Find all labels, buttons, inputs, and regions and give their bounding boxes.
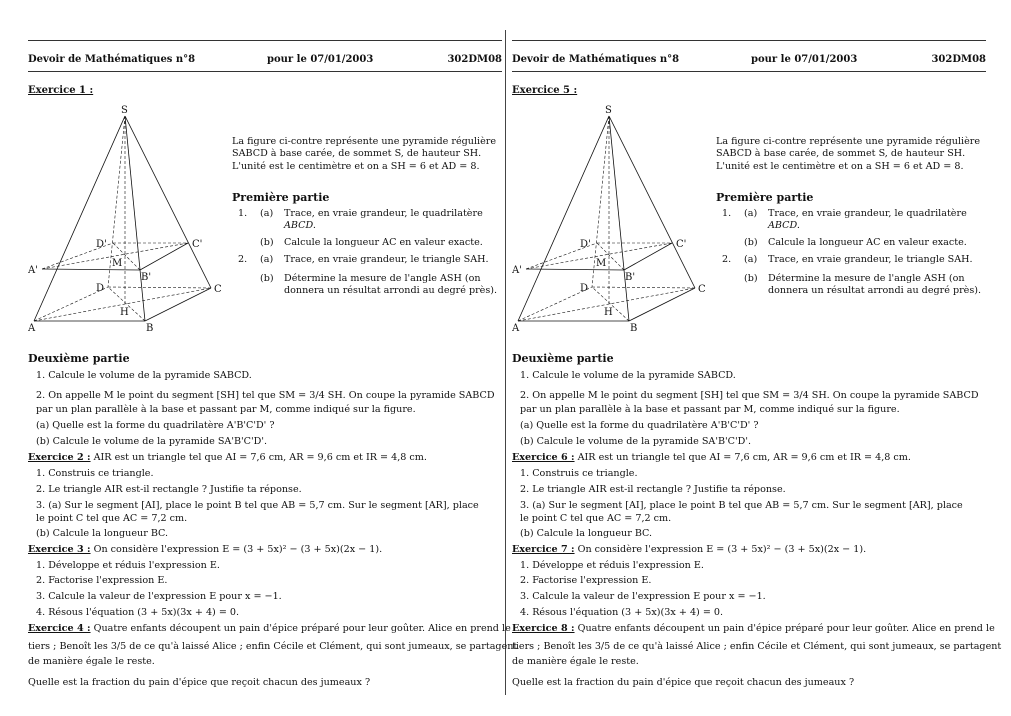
- exercise-4-title: Exercice 4 :: [28, 623, 91, 634]
- label-C: C: [214, 284, 222, 295]
- part2-item: par un plan parallèle à la base et passant par M, comme indiqué sur la figure.: [520, 404, 900, 415]
- intro-line: L'unité est le centimètre et on a SH = 6 et AD = 8.: [232, 160, 480, 172]
- part2-item: 2. On appelle M le point du segment [SH] tel que SM = 3/4 SH. On coupe la pyramide SABCD: [36, 390, 495, 401]
- part1-row: (b) Détermine la mesure de l'angle ASH (on: [744, 273, 965, 284]
- ex2-item: 3. (a) Sur le segment [AI], place le point B tel que AB = 5,7 cm. Sur le segment [AR], place: [36, 500, 479, 511]
- label-A-prime: A': [512, 265, 522, 276]
- label-A-prime: A': [28, 265, 38, 276]
- part2-title-block: [28, 352, 130, 366]
- part2-item: par un plan parallèle à la base et passant par M, comme indiqué sur la figure.: [36, 404, 416, 415]
- pyramid-figure: [28, 100, 228, 335]
- part1-row: 2. (a) Trace, en vraie grandeur, le triangle SAH.: [238, 254, 489, 265]
- label-B-prime: B': [625, 272, 636, 283]
- label-H: H: [604, 307, 613, 318]
- edge-SB: [609, 116, 629, 321]
- header-top-rule: [28, 40, 502, 41]
- edge-BC: [145, 288, 211, 321]
- part2-item: 2. On appelle M le point du segment [SH] tel que SM = 3/4 SH. On coupe la pyramide SABCD: [520, 390, 979, 401]
- part1-row: donnera un résultat arrondi au degré près).: [284, 285, 498, 296]
- part2-item: (a) Quelle est la forme du quadrilatère A'B'C'D' ?: [520, 420, 759, 431]
- intro-line: La figure ci-contre représente une pyramide régulière: [232, 136, 497, 147]
- ex2-item: 1. Construis ce triangle.: [36, 468, 154, 479]
- part1-row: (b) Calcule la longueur AC en valeur exacte.: [744, 237, 967, 248]
- part2-item: (b) Calcule le volume de la pyramide SA'B'C'D'.: [36, 436, 268, 447]
- part1-row: 2. (a) Trace, en vraie grandeur, le triangle SAH.: [722, 254, 973, 265]
- intro-line: SABCD à base carée, de sommet S, de hauteur SH.: [716, 148, 966, 160]
- ex3-item: 1. Développe et réduis l'expression E.: [520, 560, 704, 571]
- part1-row: ABCD.: [284, 220, 316, 231]
- header-top-rule: [512, 40, 986, 41]
- part1-row: (b) Calcule la longueur AC en valeur exacte.: [260, 237, 483, 248]
- edge-SC: [125, 116, 211, 288]
- part1-row: (b) Détermine la mesure de l'angle ASH (on: [260, 273, 481, 284]
- edge-SB: [125, 116, 145, 321]
- exercise-2-intro: Exercice 2 : AIR est un triangle tel que AI = 7,6 cm, AR = 9,6 cm et IR = 4,8 cm.: [28, 452, 427, 463]
- label-D-prime: D': [580, 239, 591, 250]
- exercise-2-title: Exercice 6 :: [512, 452, 575, 463]
- part2-item: 1. Calcule le volume de la pyramide SABCD.: [520, 370, 736, 381]
- part1-row: donnera un résultat arrondi au degré près).: [768, 285, 982, 296]
- page-right: [512, 0, 1002, 716]
- exercise-title: Exercice 5 :: [512, 85, 578, 96]
- part2-item: (a) Quelle est la forme du quadrilatère A'B'C'D' ?: [36, 420, 275, 431]
- pyramid-figure: [512, 100, 712, 335]
- header-code: 302DM08: [931, 54, 986, 65]
- ex4-question: Quelle est la fraction du pain d'épice que reçoit chacun des jumeaux ?: [28, 677, 371, 688]
- edge-BC: [629, 288, 695, 321]
- part2-title-block: [512, 352, 614, 366]
- header-title: Devoir de Mathématiques n°8: [512, 54, 680, 65]
- exercise-2-intro: Exercice 6 : AIR est un triangle tel que AI = 7,6 cm, AR = 9,6 cm et IR = 4,8 cm.: [512, 452, 911, 463]
- ex3-item: 2. Factorise l'expression E.: [520, 575, 652, 586]
- ex3-item: 4. Résous l'équation (3 + 5x)(3x + 4) = 0.: [36, 607, 240, 618]
- page-left: [28, 0, 518, 716]
- exercise-2-title: Exercice 2 :: [28, 452, 91, 463]
- part1-row: 1. (a) Trace, en vraie grandeur, le quadrilatère: [722, 208, 967, 219]
- label-B-prime: B': [141, 272, 152, 283]
- exercise-3-intro: Exercice 7 : On considère l'expression E = (3 + 5x)² − (3 + 5x)(2x − 1).: [512, 544, 867, 555]
- ex2-item: le point C tel que AC = 7,2 cm.: [36, 513, 188, 524]
- part2-title: Deuxième partie: [28, 352, 130, 365]
- exercise-3-title: Exercice 3 :: [28, 544, 91, 555]
- part2-title: Deuxième partie: [512, 352, 614, 365]
- label-S: S: [121, 105, 128, 116]
- label-D: D: [96, 283, 105, 294]
- label-A: A: [512, 323, 520, 334]
- header-bottom-rule: [512, 71, 986, 72]
- ex3-item: 3. Calcule la valeur de l'expression E pour x = −1.: [520, 591, 766, 602]
- ex3-item: 1. Développe et réduis l'expression E.: [36, 560, 220, 571]
- label-C: C: [698, 284, 706, 295]
- edge-DC: [592, 287, 695, 288]
- exercise-title: Exercice 1 :: [28, 85, 94, 96]
- ex2-item: 1. Construis ce triangle.: [520, 468, 638, 479]
- intro-line: L'unité est le centimètre et on a SH = 6 et AD = 8.: [716, 160, 964, 172]
- part2-item: 1. Calcule le volume de la pyramide SABCD.: [36, 370, 252, 381]
- header-title: Devoir de Mathématiques n°8: [28, 54, 196, 65]
- exercise-4-title: Exercice 8 :: [512, 623, 575, 634]
- header-bottom-rule: [28, 71, 502, 72]
- ex3-item: 3. Calcule la valeur de l'expression E pour x = −1.: [36, 591, 282, 602]
- exercise-4-intro: Exercice 8 : Quatre enfants découpent un pain d'épice préparé pour leur goûter. Alice en prend le: [512, 623, 995, 634]
- header-date: pour le 07/01/2003: [751, 54, 858, 65]
- label-H: H: [120, 307, 129, 318]
- label-C-prime: C': [676, 239, 687, 250]
- ex3-item: 4. Résous l'équation (3 + 5x)(3x + 4) = 0.: [520, 607, 724, 618]
- part1-title: Première partie: [716, 191, 814, 204]
- ex4-line: tiers ; Benoît les 3/5 de ce qu'à laissé Alice ; enfin Cécile et Clément, qui sont jumeaux, se partagent: [512, 641, 1002, 652]
- ex2-item: (b) Calcule la longueur BC.: [36, 528, 169, 539]
- ex2-item: 3. (a) Sur le segment [AI], place le point B tel que AB = 5,7 cm. Sur le segment [AR], place: [520, 500, 963, 511]
- label-B: B: [630, 323, 638, 334]
- intro-line: La figure ci-contre représente une pyramide régulière: [716, 136, 981, 147]
- header-date: pour le 07/01/2003: [267, 54, 374, 65]
- ex4-question: Quelle est la fraction du pain d'épice que reçoit chacun des jumeaux ?: [512, 677, 855, 688]
- ex4-line: de manière égale le reste.: [28, 656, 155, 667]
- edge-B2C2: [140, 243, 188, 270]
- ex4-line: de manière égale le reste.: [512, 656, 639, 667]
- part1-title: Première partie: [232, 191, 330, 204]
- part1-row: 1. (a) Trace, en vraie grandeur, le quadrilatère: [238, 208, 483, 219]
- label-A: A: [28, 323, 36, 334]
- part1-title-block: [716, 191, 813, 205]
- label-D: D: [580, 283, 589, 294]
- label-C-prime: C': [192, 239, 203, 250]
- label-M: M: [596, 258, 607, 269]
- part1-row: ABCD.: [768, 220, 800, 231]
- intro-text: [232, 136, 498, 173]
- edge-B2C2: [624, 243, 672, 270]
- label-B: B: [146, 323, 154, 334]
- exercise-3-intro: Exercice 3 : On considère l'expression E = (3 + 5x)² − (3 + 5x)(2x − 1).: [28, 544, 383, 555]
- edge-DC: [108, 287, 211, 288]
- header-code: 302DM08: [447, 54, 502, 65]
- intro-text: [716, 136, 982, 173]
- ex2-item: 2. Le triangle AIR est-il rectangle ? Justifie ta réponse.: [36, 484, 302, 495]
- label-S: S: [605, 105, 612, 116]
- label-D-prime: D': [96, 239, 107, 250]
- ex2-item: (b) Calcule la longueur BC.: [520, 528, 653, 539]
- ex3-item: 2. Factorise l'expression E.: [36, 575, 168, 586]
- ex2-item: le point C tel que AC = 7,2 cm.: [520, 513, 672, 524]
- label-M: M: [112, 258, 123, 269]
- edge-SC: [609, 116, 695, 288]
- intro-line: SABCD à base carée, de sommet S, de hauteur SH.: [232, 148, 482, 160]
- part2-item: (b) Calcule le volume de la pyramide SA'B'C'D'.: [520, 436, 752, 447]
- exercise-3-title: Exercice 7 :: [512, 544, 575, 555]
- part1-title-block: [232, 191, 329, 205]
- ex2-item: 2. Le triangle AIR est-il rectangle ? Justifie ta réponse.: [520, 484, 786, 495]
- column-divider: [505, 30, 506, 695]
- exercise-4-intro: Exercice 4 : Quatre enfants découpent un pain d'épice préparé pour leur goûter. Alice en prend le: [28, 623, 511, 634]
- ex4-line: tiers ; Benoît les 3/5 de ce qu'à laissé Alice ; enfin Cécile et Clément, qui sont jumeaux, se partagent: [28, 641, 518, 652]
